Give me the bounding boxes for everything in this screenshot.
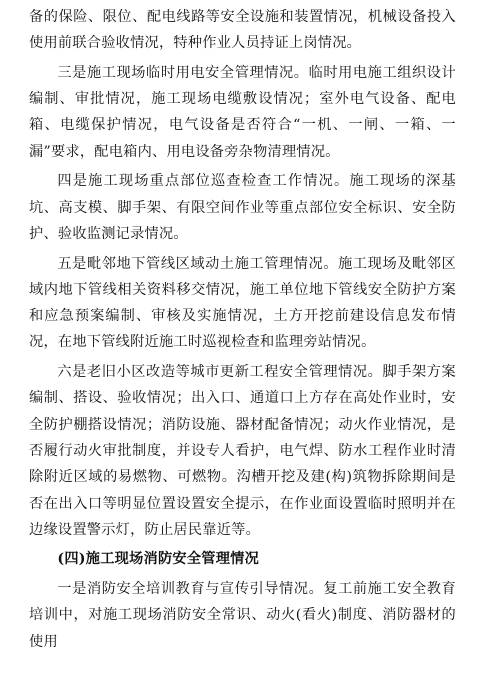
paragraph-key-area-inspection: 四是施工现场重点部位巡查检查工作情况。施工现场的深基坑、高支模、脚手架、有限空间作业等重点部位安全标识、安全防护、验收监测记录情况。 <box>29 173 456 242</box>
paragraph-continued: 备的保险、限位、配电线路等安全设施和装置情况，机械设备投入使用前联合验收情况，特种作业人员持证上岗情况。 <box>29 9 456 52</box>
paragraph-urban-renewal: 六是老旧小区改造等城市更新工程安全管理情况。脚手架方案编制、搭设、验收情况；出入口、通道口上方存在高处作业时，安全防护棚搭设情况；消防设施、器材配备情况；动火作业情况，是否履行动火审批制度，并设专人看护，电气焊、防水工程作业时清除附近区域的易燃物、可燃物。沟槽开挖及建(构)筑物拆除期间是否在出入口等明显位置设置安全提示，在作业面设置临时照明并在边缘设置警示灯，防止居民靠近等。 <box>29 364 456 538</box>
paragraph-fire-safety-training: 一是消防安全培训教育与宣传引导情况。复工前施工安全教育培训中，对施工现场消防安全常识、动火(看火)制度、消防器材的使用 <box>29 581 456 650</box>
paragraph-underground-pipelines: 五是毗邻地下管线区域动土施工管理情况。施工现场及毗邻区域内地下管线相关资料移交情况，施工单位地下管线安全防护方案和应急预案编制、审核及实施情况，土方开挖前建设信息发布情况，在地下管线附近施工时巡视检查和监理旁站情况。 <box>29 255 456 351</box>
section-heading-fire-safety: (四)施工现场消防安全管理情况 <box>57 551 260 568</box>
paragraph-temporary-electricity: 三是施工现场临时用电安全管理情况。临时用电施工组织设计编制、审批情况，施工现场电缆敷设情况；室外电气设备、配电箱、电缆保护情况，电气设备是否符合“一机、一闸、一箱、一漏”要求，配电箱内、用电设备旁杂物清理情况。 <box>29 64 456 160</box>
